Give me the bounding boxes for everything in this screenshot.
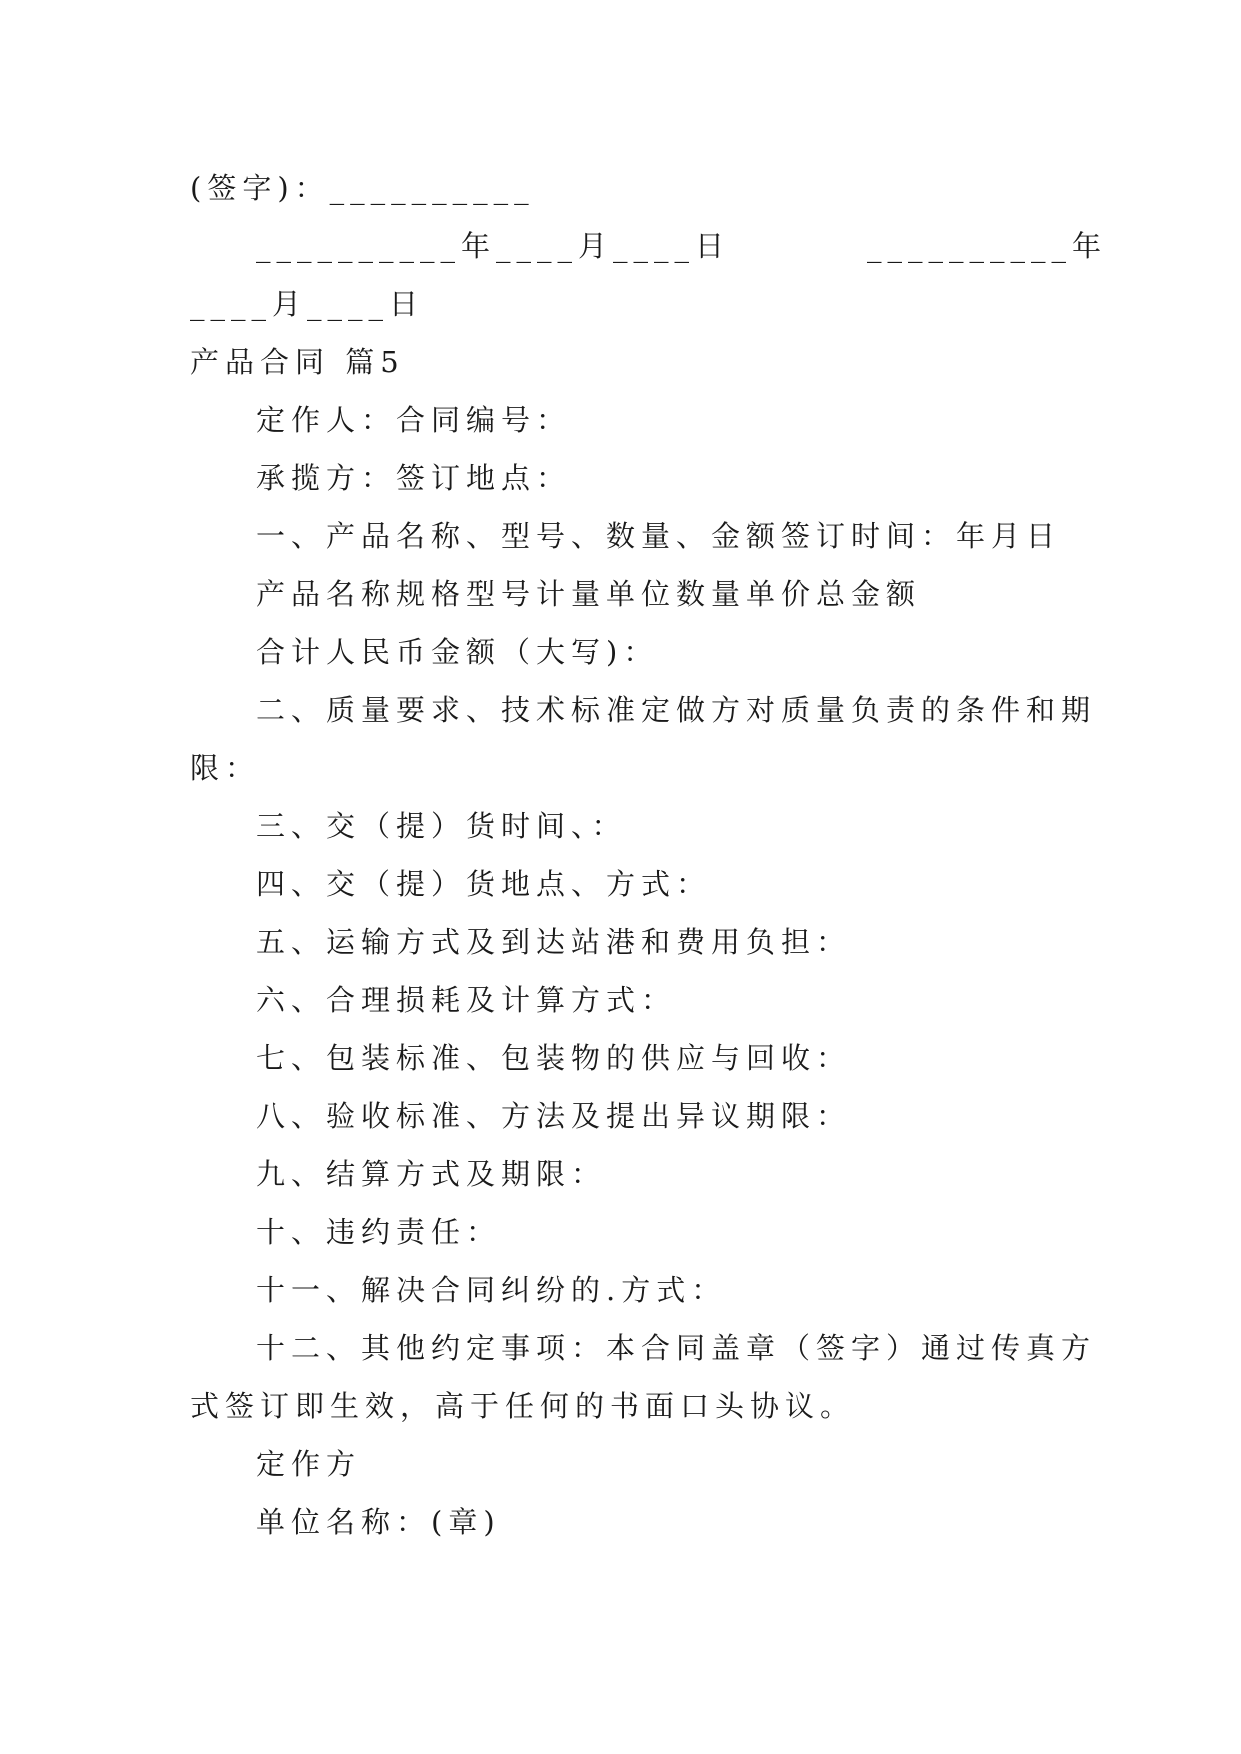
contract-line: 式签订即生效，高于任何的书面口头协议。 bbox=[190, 1389, 856, 1423]
contract-line: 二、质量要求、技术标准定做方对质量负责的条件和期 bbox=[256, 693, 1097, 727]
contract-line: 十二、其他约定事项：本合同盖章（签字）通过传真方 bbox=[256, 1331, 1097, 1365]
signature-line: (签字)：__________ bbox=[190, 171, 535, 205]
date-line-right: __________年 bbox=[867, 229, 1108, 263]
contract-line: 限： bbox=[190, 751, 261, 785]
contract-line: 五、运输方式及到达站港和费用负担： bbox=[256, 925, 852, 959]
contract-line: 承揽方：签订地点： bbox=[256, 461, 572, 495]
contract-line: 四、交（提）货地点、方式： bbox=[256, 867, 712, 901]
contract-line: 定作方 bbox=[256, 1447, 362, 1481]
contract-line: 八、验收标准、方法及提出异议期限： bbox=[256, 1099, 852, 1133]
contract-line: 一、产品名称、型号、数量、金额签订时间：年月日 bbox=[256, 519, 1062, 553]
contract-line: 三、交（提）货时间、： bbox=[256, 809, 627, 843]
contract-line: 合计人民币金额（大写)： bbox=[256, 635, 659, 669]
date-line-right-continued: ____月____日 bbox=[190, 287, 425, 321]
contract-line: 定作人：合同编号： bbox=[256, 403, 572, 437]
contract-line: 十、违约责任： bbox=[256, 1215, 502, 1249]
date-line-left: __________年____月____日 bbox=[256, 229, 731, 263]
contract-line: 七、包装标准、包装物的供应与回收： bbox=[256, 1041, 852, 1075]
contract-line: 产品名称规格型号计量单位数量单价总金额 bbox=[256, 577, 922, 611]
contract-line: 单位名称：(章) bbox=[256, 1505, 501, 1539]
contract-line: 九、结算方式及期限： bbox=[256, 1157, 607, 1191]
section-title: 产品合同 篇5 bbox=[190, 345, 405, 379]
contract-line: 六、合理损耗及计算方式： bbox=[256, 983, 677, 1017]
contract-line: 十一、解决合同纠纷的.方式： bbox=[256, 1273, 727, 1307]
